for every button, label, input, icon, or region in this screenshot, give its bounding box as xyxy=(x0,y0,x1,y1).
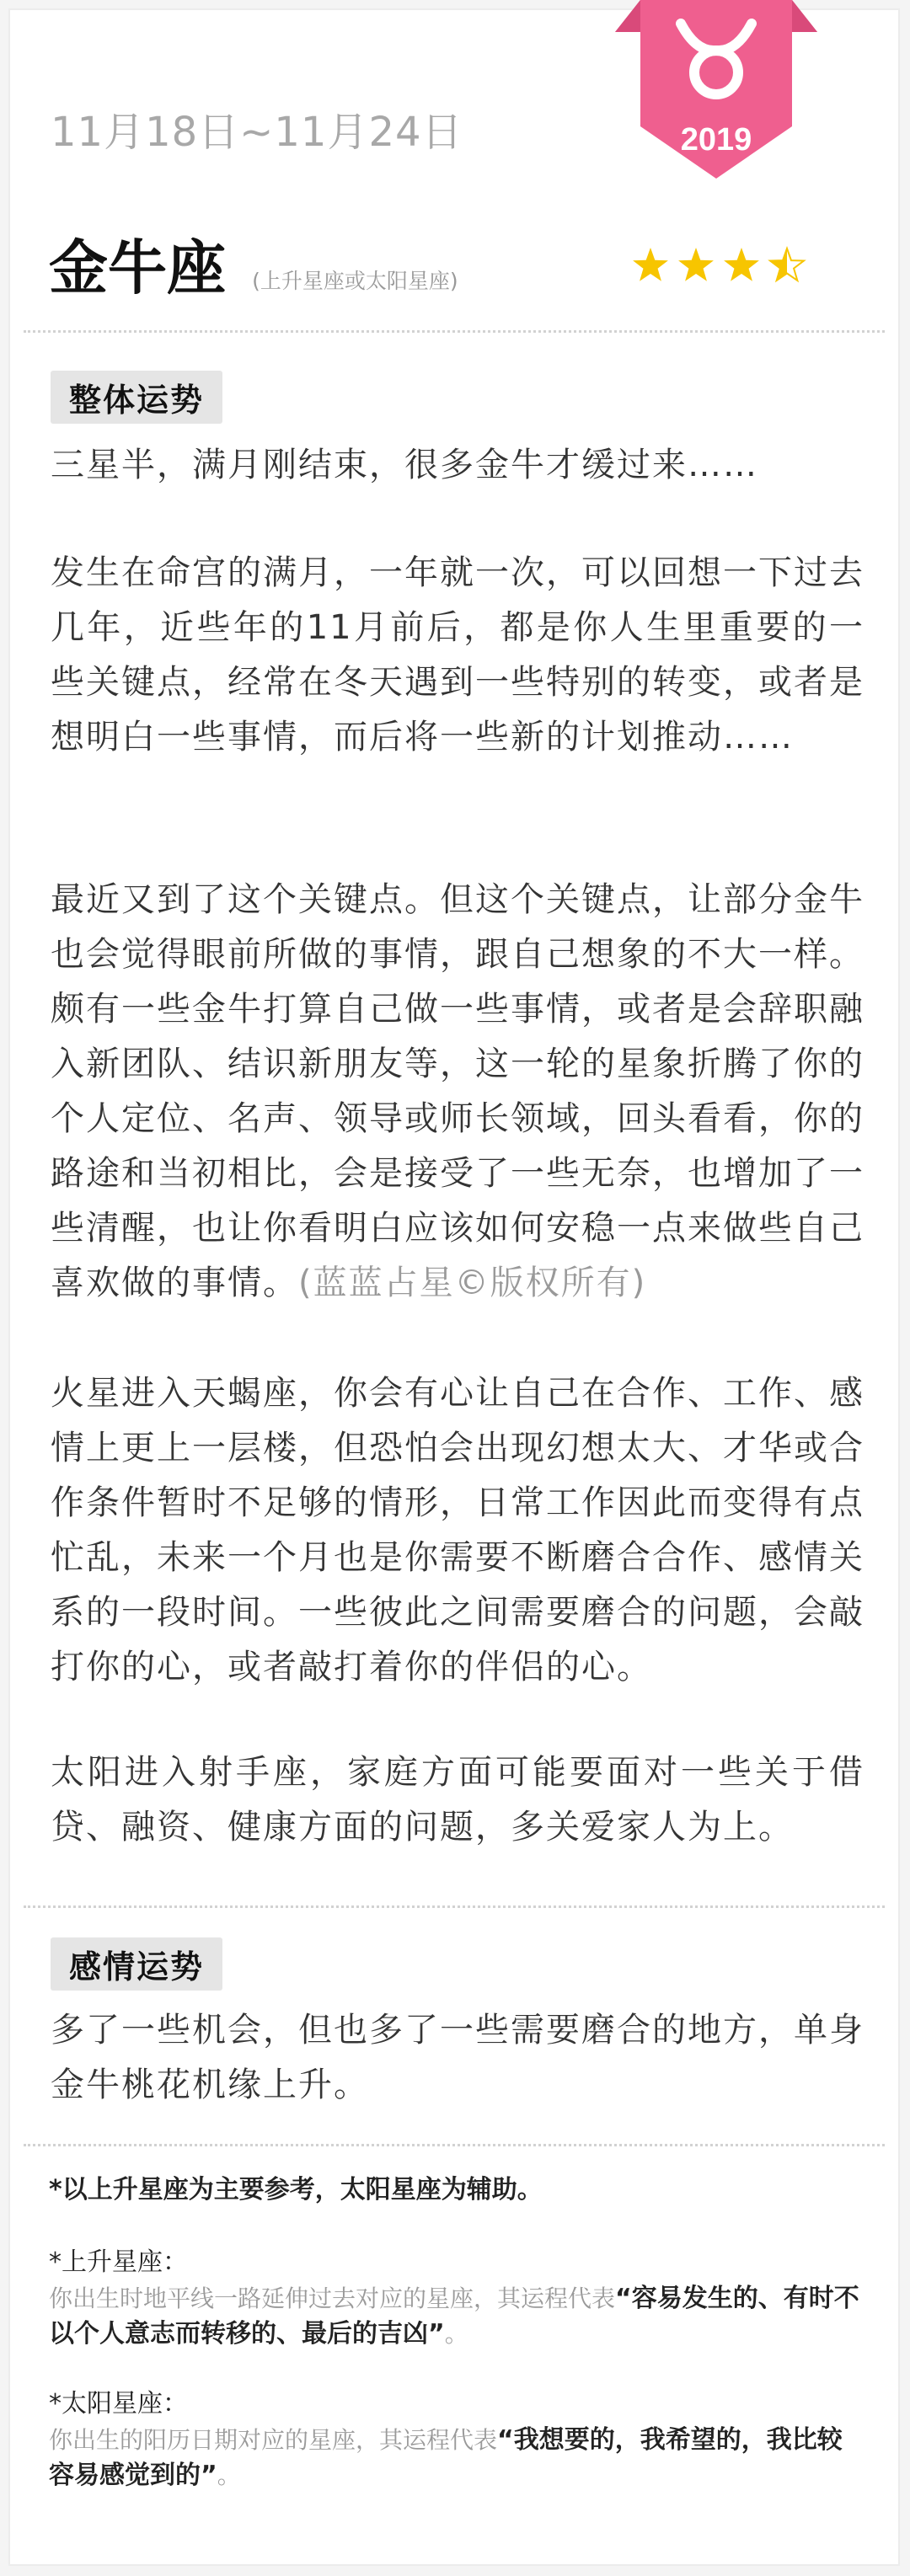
sign-name: 金牛座 xyxy=(49,233,226,302)
love-paragraph-1: 多了一些机会，但也多了一些需要磨合的地方，单身金牛桃花机缘上升。 xyxy=(51,2011,864,2104)
title-row xyxy=(49,221,458,306)
copyright-note: (蓝蓝占星©版权所有) xyxy=(298,1264,647,1302)
note-asc-end: 。 xyxy=(444,2320,468,2348)
divider xyxy=(24,1905,885,1908)
overall-paragraph-2: 发生在命宫的满月，一年就一次，可以回想一下过去几年，近些年的11月前后，都是你人生里重要的一些关键点，经常在冬天遇到一些特别的转变，或者是想明白一些事情，而后将一些新的计划推动…… xyxy=(51,553,864,756)
date-range: 11月18日~11月24日 xyxy=(51,109,463,156)
note-asc-desc: 你出生时地平线一路延伸过去对应的星座，其运程代表 xyxy=(49,2285,616,2312)
sign-note: (上升星座或太阳星座) xyxy=(252,269,458,293)
star-full-icon xyxy=(678,248,714,281)
note-main: *以上升星座为主要参考，太阳星座为辅助。 xyxy=(49,2175,543,2205)
overall-paragraph-1: 三星半，满月刚结束，很多金牛才缓过来…… xyxy=(51,446,758,484)
overall-paragraph-3-text: 最近又到了这个关键点。但这个关键点，让部分金牛也会觉得眼前所做的事情，跟自己想象的不大一样。颇有一些金牛打算自己做一些事情，或者是会辞职融入新团队、结识新朋友等，这一轮的星象折腾了你的个人定位、名声、领导或师长领域，回头看看，你的路途和当初相比，会是接受了一些无奈，也增加了一些清醒，也让你看明白应该如何安稳一点来做些自己喜欢做的事情。 xyxy=(51,880,864,1302)
star-full-icon xyxy=(724,248,759,281)
note-asc-quote: “容易发生的、有时不以个人意志而转移的、最后的吉凶” xyxy=(49,2284,859,2349)
note-sun-heading: *太阳星座： xyxy=(49,2389,188,2418)
notes-block xyxy=(49,2172,863,2493)
note-asc-text xyxy=(49,2281,863,2352)
star-full-icon xyxy=(633,248,668,281)
note-asc-heading: *上升星座： xyxy=(49,2247,188,2277)
taurus-badge xyxy=(615,0,817,192)
note-sun-quote: “我想要的，我希望的，我比较容易感觉到的” xyxy=(49,2425,843,2490)
section-tag-overall: 整体运势 xyxy=(51,371,222,424)
overall-paragraph-4: 火星进入天蝎座，你会有心让自己在合作、工作、感情上更上一层楼，但恐怕会出现幻想太大、才华或合作条件暂时不足够的情形，日常工作因此而变得有点忙乱，未来一个月也是你需要不断磨合合作、感情关系的一段时间。一些彼此之间需要磨合的问题，会敲打你的心，或者敲打着你的伴侣的心。 xyxy=(51,1374,864,1686)
note-sun-end: 。 xyxy=(217,2461,241,2489)
badge-year: 2019 xyxy=(680,122,752,158)
divider xyxy=(24,330,885,333)
note-sun-desc: 你出生的阳历日期对应的星座，其运程代表 xyxy=(49,2426,498,2454)
divider xyxy=(24,2144,885,2146)
rating-stars xyxy=(630,246,816,285)
section-tag-love: 感情运势 xyxy=(51,1937,222,1991)
overall-paragraph-5: 太阳进入射手座，家庭方面可能要面对一些关于借贷、融资、健康方面的问题，多关爱家人为上。 xyxy=(51,1753,864,1846)
note-sun-text xyxy=(49,2423,863,2493)
overall-paragraph-3 xyxy=(51,873,864,1311)
